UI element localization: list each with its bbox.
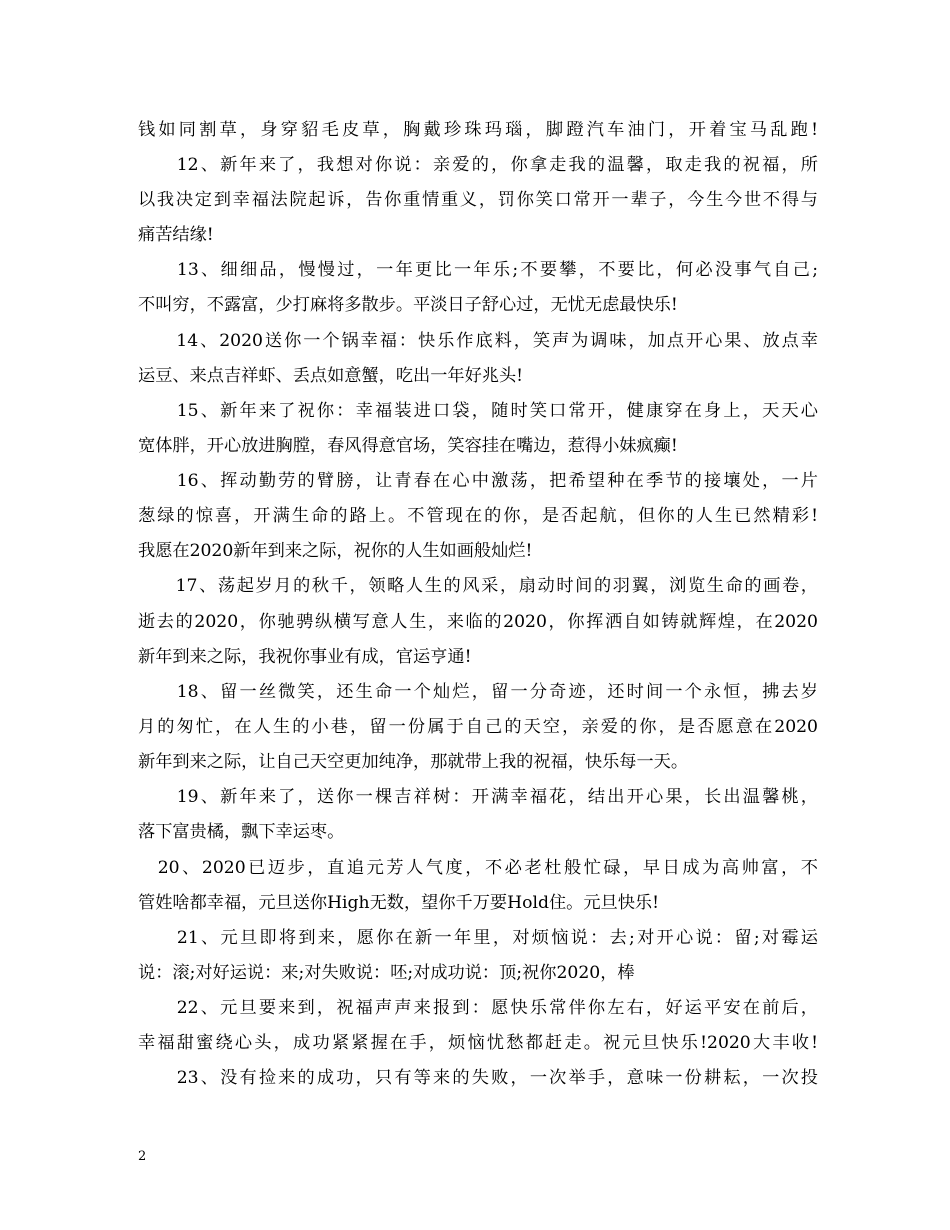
text-line: 12、新年来了，我想对你说：亲爱的，你拿走我的温馨，取走我的祝福，所 (138, 155, 818, 175)
text-line: 以我决定到幸福法院起诉，告你重情重义，罚你笑口常开一辈子，今生今世不得与 (138, 190, 818, 210)
text-line: 16、挥动勤劳的臂膀，让青春在心中激荡，把希望种在季节的接壤处，一片 (138, 471, 818, 491)
text-line: 逝去的2020，你驰骋纵横写意人生，来临的2020，你挥洒自如铸就辉煌，在2020 (138, 612, 818, 632)
text-line: 不叫穷，不露富，少打麻将多散步。平淡日子舒心过，无忧无虑最快乐! (138, 295, 678, 315)
text-line: 22、元旦要来到，祝福声声来报到：愿快乐常伴你左右，好运平安在前后， (138, 998, 818, 1018)
text-line: 18、留一丝微笑，还生命一个灿烂，留一分奇迹，还时间一个永恒，拂去岁 (138, 682, 818, 702)
text-line: 23、没有捡来的成功，只有等来的失败，一次举手，意味一份耕耘，一次投 (138, 1068, 818, 1088)
text-line: 新年到来之际，让自己天空更加纯净，那就带上我的祝福，快乐每一天。 (138, 752, 689, 772)
text-line: 幸福甜蜜绕心头，成功紧紧握在手，烦恼忧愁都赶走。祝元旦快乐!2020大丰收! (138, 1033, 818, 1053)
text-line: 宽体胖，开心放进胸膛，春风得意官场，笑容挂在嘴边，惹得小妹疯癫! (138, 436, 678, 456)
text-line: 14、2020送你一个锅幸福：快乐作底料，笑声为调味，加点开心果、放点幸 (138, 331, 818, 351)
text-line: 19、新年来了，送你一棵吉祥树：开满幸福花，结出开心果，长出温馨桃， (138, 787, 818, 807)
text-line: 17、荡起岁月的秋千，领略人生的风采，扇动时间的羽翼，浏览生命的画卷， (138, 576, 818, 596)
text-line: 痛苦结缘! (138, 225, 214, 245)
text-line: 新年到来之际，我祝你事业有成，官运亨通! (138, 647, 472, 667)
page-number: 2 (138, 1149, 147, 1164)
text-line: 13、细细品，慢慢过，一年更比一年乐;不要攀，不要比，何必没事气自己; (138, 260, 818, 280)
text-line: 月的匆忙，在人生的小巷，留一份属于自己的天空，亲爱的你，是否愿意在2020 (138, 717, 818, 737)
text-line: 管姓啥都幸福，元旦送你High无数，望你千万要Hold住。元旦快乐! (138, 893, 659, 913)
text-line: 钱如同割草，身穿貂毛皮草，胸戴珍珠玛瑙，脚蹬汽车油门，开着宝马乱跑! (138, 120, 818, 140)
text-line: 15、新年来了祝你：幸福装进口袋，随时笑口常开，健康穿在身上，天天心 (138, 401, 818, 421)
text-line: 葱绿的惊喜，开满生命的路上。不管现在的你，是否起航，但你的人生已然精彩! (138, 506, 818, 526)
text-line: 落下富贵橘，飘下幸运枣。 (138, 822, 345, 842)
text-line: 21、元旦即将到来，愿你在新一年里，对烦恼说：去;对开心说：留;对霉运 (138, 928, 818, 948)
text-line: 20、2020已迈步，直追元芳人气度，不必老杜般忙碌，早日成为高帅富，不 (138, 858, 818, 878)
text-line: 说：滚;对好运说：来;对失败说：呸;对成功说：顶;祝你2020，棒 (138, 963, 635, 983)
text-line: 我愿在2020新年到来之际，祝你的人生如画般灿烂! (138, 541, 533, 561)
text-line: 运豆、来点吉祥虾、丢点如意蟹，吃出一年好兆头! (138, 366, 524, 386)
